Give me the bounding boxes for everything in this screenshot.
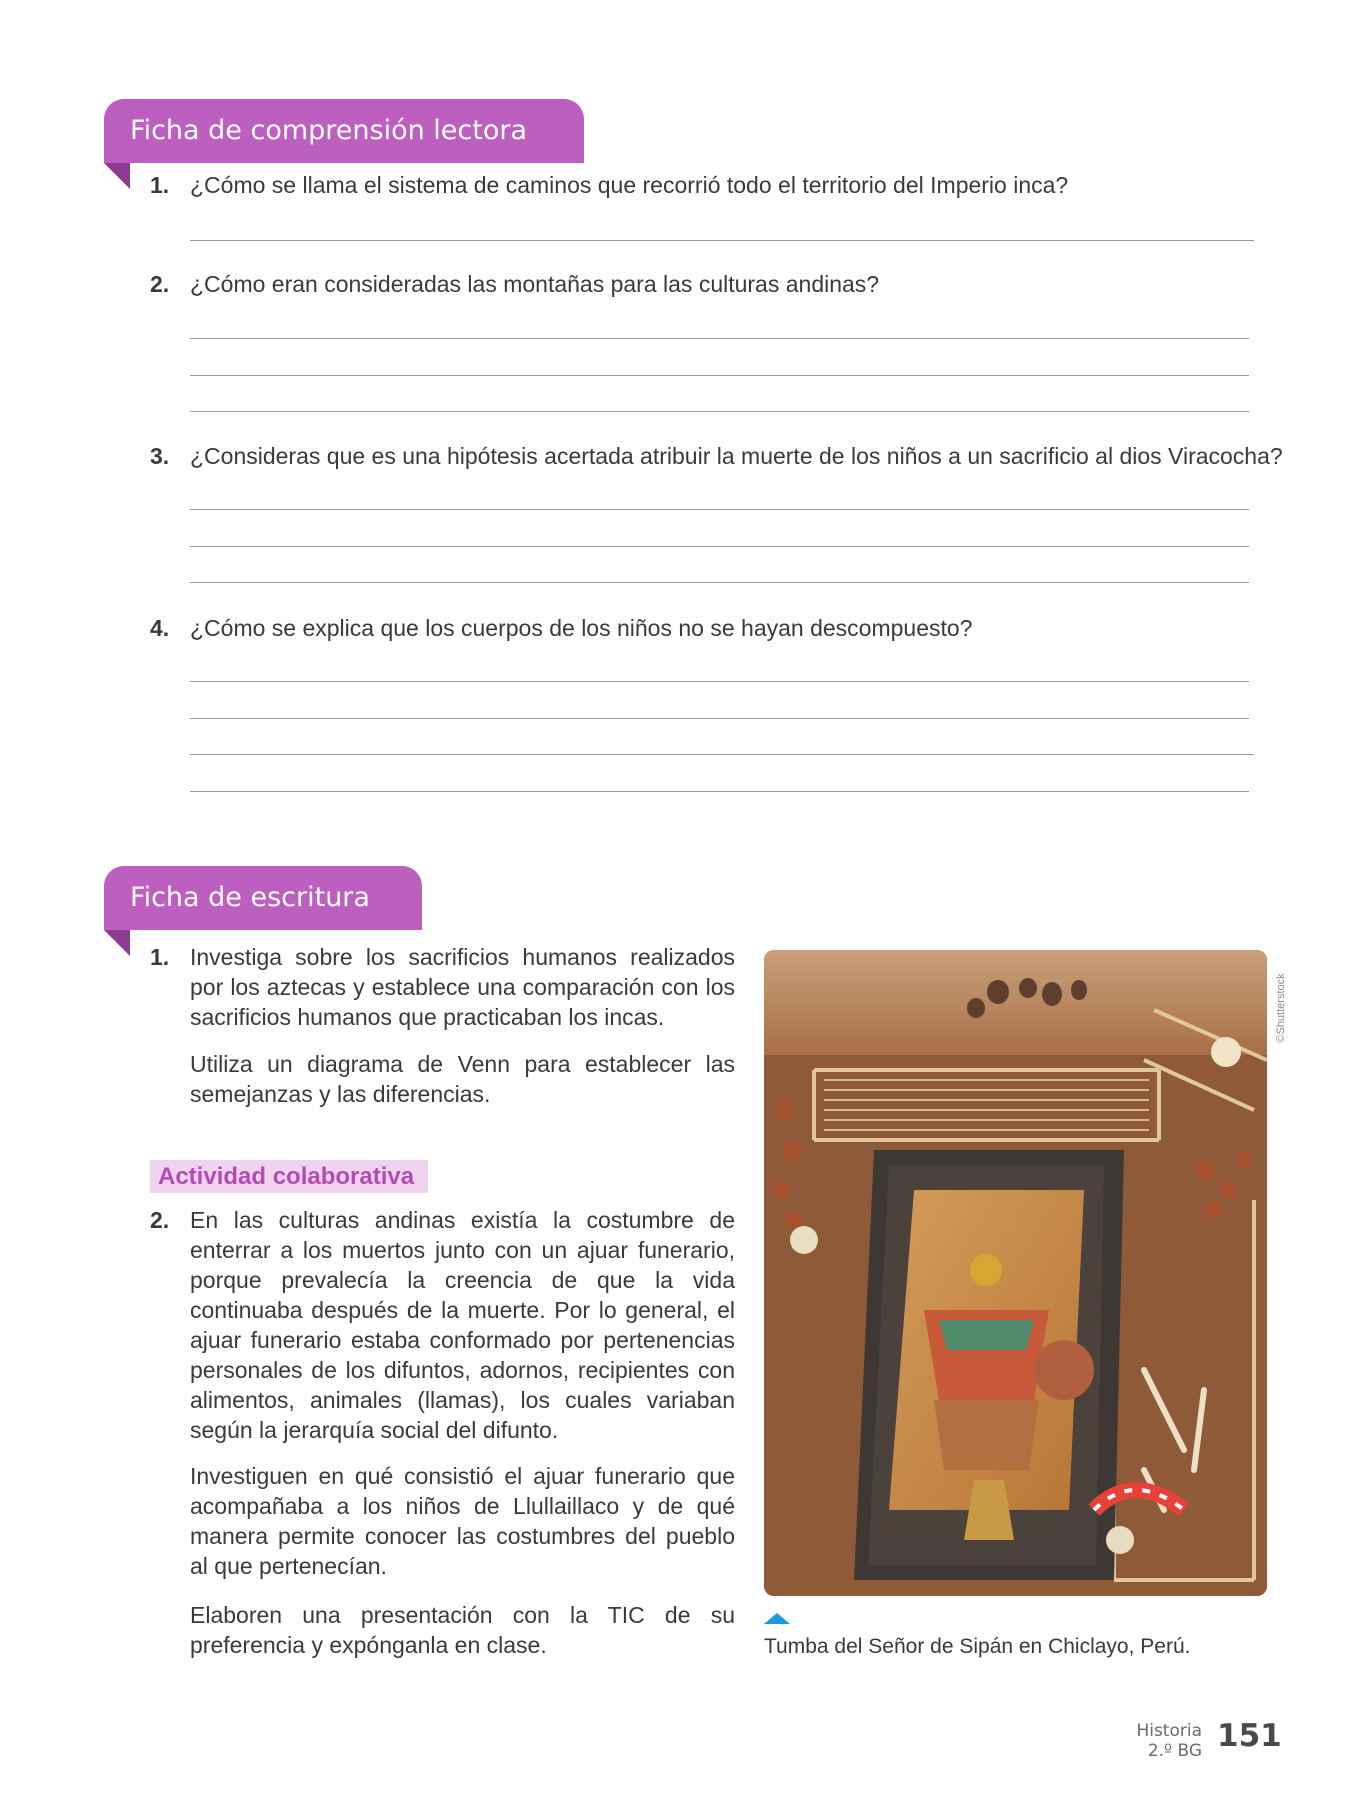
answer-line[interactable]	[190, 754, 1254, 755]
question-text: ¿Cómo se llama el sistema de caminos que recorrió todo el territorio del Imperio inca?	[190, 172, 1069, 198]
answer-line[interactable]	[190, 582, 1249, 583]
image-credit-text: ©Shutterstock	[1275, 973, 1287, 1043]
answer-line[interactable]	[190, 791, 1249, 792]
question-2	[150, 271, 879, 298]
collaborative-activity-badge: Actividad colaborativa	[150, 1160, 428, 1193]
answer-line[interactable]	[190, 509, 1249, 510]
answer-line[interactable]	[190, 240, 1254, 241]
question-text: ¿Consideras que es una hipótesis acertada atribuir la muerte de los niños a un sacrificio al dios Viracocha?	[190, 443, 1283, 469]
item-number: 2.	[150, 1207, 170, 1233]
question-number: 2.	[150, 271, 170, 297]
question-3	[150, 443, 1283, 470]
item-2-paragraph: En las culturas andinas existía la costumbre de enterrar a los muertos junto con un ajuar funerario, porque prevalecía la creencia de que la vida continuaba después de la muerte. Por lo general, el ajuar funerario estaba conformado por pertenencias personales de los difuntos, adornos, recipientes con alimentos, animales (llamas), los cuales variaban según la jerarquía social del difunto.	[190, 1207, 735, 1443]
question-text: ¿Cómo eran consideradas las montañas para las culturas andinas?	[190, 271, 880, 297]
reading-section-title: Ficha de comprensión lectora	[104, 99, 584, 163]
image-credit	[1268, 950, 1294, 1070]
footer-subject: Historia	[1136, 1721, 1202, 1741]
answer-line[interactable]	[190, 718, 1249, 719]
page-number: 151	[1217, 1718, 1282, 1754]
answer-line[interactable]	[190, 375, 1249, 376]
tomb-photo	[764, 950, 1267, 1596]
item-number: 1.	[150, 944, 170, 970]
footer-grade: 2.º BG	[1147, 1741, 1202, 1761]
question-number: 1.	[150, 172, 170, 198]
question-4	[150, 615, 972, 642]
photo-caption: Tumba del Señor de Sipán en Chiclayo, Perú.	[764, 1635, 1191, 1658]
answer-line[interactable]	[190, 546, 1249, 547]
answer-line[interactable]	[190, 338, 1249, 339]
caption-arrow-icon	[764, 1613, 790, 1624]
question-1	[150, 172, 1068, 199]
answer-line[interactable]	[190, 411, 1249, 412]
tomb-illustration	[764, 950, 1267, 1596]
item-2-presentation: Elaboren una presentación con la TIC de su preferencia y expónganla en clase.	[190, 1602, 735, 1658]
writing-section-title: Ficha de escritura	[104, 866, 422, 930]
item-1-paragraph: Investiga sobre los sacrificios humanos realizados por los aztecas y establece una comparación con los sacrificios humanos que practicaban los incas.	[190, 944, 735, 1030]
tab-fold-decoration	[104, 163, 130, 189]
question-number: 3.	[150, 443, 170, 469]
item-1-instruction: Utiliza un diagrama de Venn para establecer las semejanzas y las diferencias.	[190, 1051, 735, 1107]
question-text: ¿Cómo se explica que los cuerpos de los niños no se hayan descompuesto?	[190, 615, 973, 641]
answer-line[interactable]	[190, 681, 1249, 682]
question-number: 4.	[150, 615, 170, 641]
item-2-instruction: Investiguen en qué consistió el ajuar funerario que acompañaba a los niños de Llullaillaco y de qué manera permite conocer las costumbres del pueblo al que pertenecían.	[190, 1463, 735, 1579]
tab-fold-decoration	[104, 930, 130, 956]
